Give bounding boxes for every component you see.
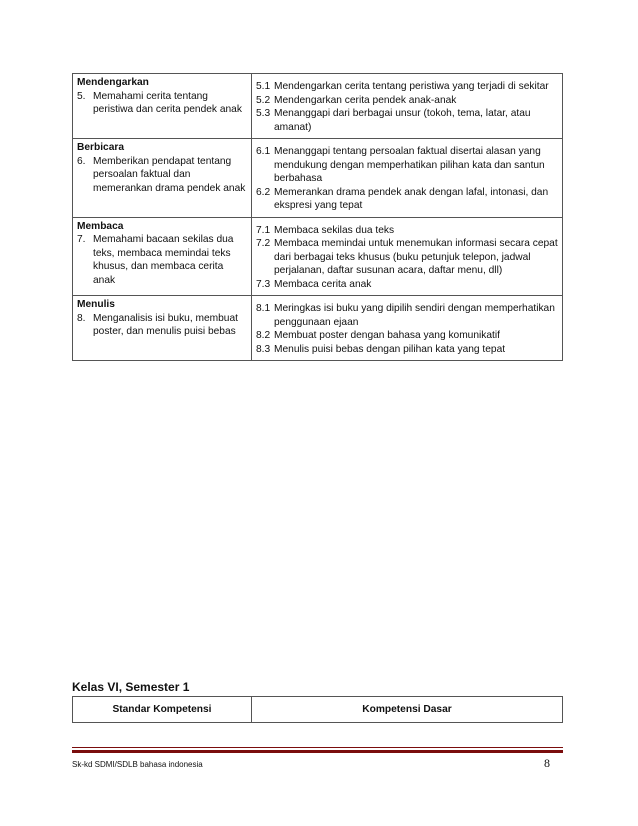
kd-number: 8.3 bbox=[256, 343, 271, 355]
aspect-heading: Mendengarkan bbox=[77, 77, 149, 88]
page-number: 8 bbox=[544, 756, 550, 770]
kompetensi-dasar-item bbox=[256, 343, 558, 357]
kd-text: Mendengarkan cerita tentang peristiwa yang terjadi di sekitar bbox=[274, 81, 549, 92]
kd-number: 7.1 bbox=[256, 224, 271, 236]
standar-kompetensi-cell bbox=[73, 296, 252, 361]
sk-text: Menganalisis isi buku, membuat poster, dan menulis puisi bebas bbox=[93, 312, 238, 337]
kompetensi-dasar-list bbox=[252, 74, 562, 138]
kd-number: 5.2 bbox=[256, 94, 271, 106]
standar-kompetensi-item bbox=[77, 90, 247, 117]
kompetensi-dasar-cell bbox=[252, 74, 563, 139]
sk-number: 5. bbox=[77, 90, 86, 102]
footer-document-label: Sk-kd SDMI/SDLB bahasa indonesia bbox=[72, 760, 203, 769]
sk-number: 8. bbox=[77, 312, 86, 324]
standar-kompetensi-cell bbox=[73, 217, 252, 296]
kd-number: 5.3 bbox=[256, 108, 271, 119]
kompetensi-dasar-cell bbox=[252, 296, 563, 361]
kompetensi-dasar-cell bbox=[252, 139, 563, 218]
column-header-standar-kompetensi: Standar Kompetensi bbox=[73, 697, 252, 723]
sk-text: Memahami bacaan sekilas dua teks, membaca memindai teks khusus, dan membaca cerita anak bbox=[93, 234, 234, 286]
kd-number: 5.1 bbox=[256, 81, 271, 92]
kd-text: Membaca cerita anak bbox=[274, 278, 372, 290]
kompetensi-dasar-item bbox=[256, 145, 558, 186]
standar-kompetensi-item bbox=[77, 233, 247, 287]
kd-text: Menulis puisi bebas dengan pilihan kata yang tepat bbox=[274, 343, 506, 355]
kompetensi-dasar-item bbox=[256, 278, 558, 292]
competency-table-body bbox=[73, 74, 563, 361]
standar-kompetensi-item bbox=[77, 312, 247, 339]
kompetensi-dasar-item bbox=[256, 94, 558, 108]
kompetensi-dasar-item bbox=[256, 237, 558, 278]
next-table-header bbox=[72, 696, 563, 723]
kd-number: 6.1 bbox=[256, 146, 271, 157]
kompetensi-dasar-list bbox=[252, 218, 562, 296]
kompetensi-dasar-list bbox=[252, 139, 562, 217]
kompetensi-dasar-cell bbox=[252, 217, 563, 296]
standar-kompetensi-content bbox=[73, 218, 251, 292]
kd-text: Memerankan drama pendek anak dengan lafal, intonasi, dan ekspresi yang tepat bbox=[274, 186, 549, 211]
aspect-heading: Menulis bbox=[77, 299, 115, 310]
sk-text: Memahami cerita tentang peristiwa dan cerita pendek anak bbox=[93, 90, 242, 115]
kd-text: Membaca memindai untuk menemukan informasi secara cepat dari berbagai teks khusus (buku petunjuk telepon, jadwal perjalanan, daftar susunan acara, daftar menu, dll) bbox=[274, 238, 558, 276]
kd-number: 6.2 bbox=[256, 186, 271, 198]
aspect-heading: Berbicara bbox=[77, 142, 125, 153]
kompetensi-dasar-item bbox=[256, 329, 558, 343]
kompetensi-dasar-item bbox=[256, 186, 558, 213]
standar-kompetensi-item bbox=[77, 155, 247, 196]
kompetensi-dasar-item bbox=[256, 302, 558, 329]
table-row bbox=[73, 217, 563, 296]
sk-number: 7. bbox=[77, 234, 86, 245]
kd-number: 7.3 bbox=[256, 278, 271, 290]
table-row bbox=[73, 74, 563, 139]
kd-text: Meringkas isi buku yang dipilih sendiri dengan memperhatikan penggunaan ejaan bbox=[274, 303, 555, 328]
kd-text: Membaca sekilas dua teks bbox=[274, 224, 395, 236]
competency-table bbox=[72, 73, 563, 361]
kompetensi-dasar-item bbox=[256, 224, 558, 238]
footer-rule-thick bbox=[72, 750, 563, 753]
kd-text: Menanggapi tentang persoalan faktual disertai alasan yang mendukung dengan memperhatikan pilihan kata dan santun berbahasa bbox=[274, 146, 545, 184]
standar-kompetensi-content bbox=[73, 74, 251, 121]
column-header-kompetensi-dasar: Kompetensi Dasar bbox=[252, 697, 563, 723]
table-row bbox=[73, 296, 563, 361]
kd-text: Menanggapi dari berbagai unsur (tokoh, tema, latar, atau amanat) bbox=[274, 108, 531, 133]
standar-kompetensi-content bbox=[73, 296, 251, 343]
standar-kompetensi-content bbox=[73, 139, 251, 199]
kompetensi-dasar-list bbox=[252, 296, 562, 360]
table-row bbox=[73, 139, 563, 218]
kd-number: 8.2 bbox=[256, 330, 271, 341]
sk-number: 6. bbox=[77, 155, 86, 167]
kd-text: Mendengarkan cerita pendek anak-anak bbox=[274, 94, 457, 106]
aspect-heading: Membaca bbox=[77, 220, 124, 232]
sk-text: Memberikan pendapat tentang persoalan faktual dan memerankan drama pendek anak bbox=[93, 155, 246, 194]
kd-number: 7.2 bbox=[256, 238, 271, 249]
kompetensi-dasar-item bbox=[256, 80, 558, 94]
standar-kompetensi-cell bbox=[73, 74, 252, 139]
standar-kompetensi-cell bbox=[73, 139, 252, 218]
kd-number: 8.1 bbox=[256, 303, 271, 314]
kd-text: Membuat poster dengan bahasa yang komunikatif bbox=[274, 330, 500, 341]
kompetensi-dasar-item bbox=[256, 107, 558, 134]
footer-rule-thin bbox=[72, 747, 563, 748]
section-title: Kelas VI, Semester 1 bbox=[72, 680, 190, 694]
